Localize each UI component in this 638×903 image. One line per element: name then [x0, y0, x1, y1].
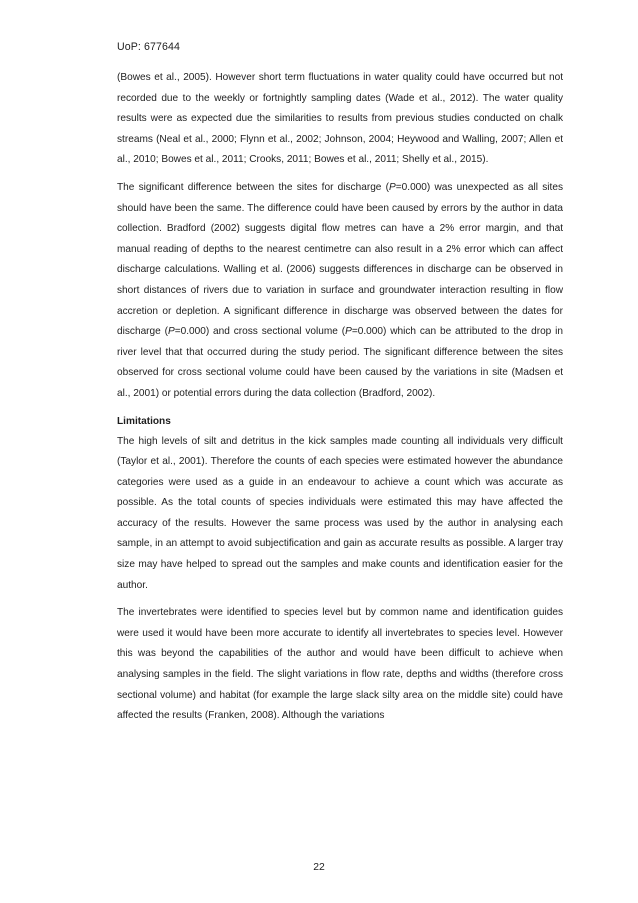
paragraph-limitations-identification: The invertebrates were identified to species level but by common name and identification guides were used it would have been more accurate to identify all invertebrates to species level. However this was beyond the capabilities of the author and would have been difficult to achieve when analysing samples in the field. The slight variations in flow rate, depths and widths (therefore cross sectional volume) and habitat (for example the large slack silty area on the middle site) could have affected the results (Franken, 2008). Although the variations: [117, 607, 563, 722]
discharge-text-4: =0.000) which can be attributed to the drop in river level that that occurred during the study period. The significant difference between the sites observed for cross sectional volume could have been caused by the variations in site (Madsen et al., 2001) or potential errors during the data collection (Bradford, 2002).: [117, 326, 563, 399]
paragraph-limitations-counting: The high levels of silt and detritus in the kick samples made counting all individuals very difficult (Taylor et al., 2001). Therefore the counts of each species were estimated however the abundance categories were used as a guide in an endeavour to achieve a count which was accurate as possible. As the total counts of species individuals were estimated this may have affected the accuracy of the results. However the same process was used by the author in analysing each sample, in an attempt to avoid subjectification and gain as accurate results as possible. A larger tray size may have helped to spread out the samples and make counts and identification easier for the author.: [117, 435, 563, 591]
p-value-symbol: P: [167, 326, 175, 338]
paragraph-water-quality: (Bowes et al., 2005). However short term fluctuations in water quality could have occurred but not recorded due to the weekly or fortnightly sampling dates (Wade et al., 2012). The water quality results were as expected due the similarities to results from previous studies conducted on chalk streams (Neal et al., 2000; Flynn et al., 2002; Johnson, 2004; Heywood and Walling, 2007; Allen et al., 2010; Bowes et al., 2011; Crooks, 2011; Bowes et al., 2011; Shelly et al., 2015).: [117, 72, 563, 166]
section-heading-limitations: Limitations: [117, 415, 171, 427]
paragraph-discharge: [117, 178, 563, 405]
page-number: 22: [313, 862, 325, 873]
p-value-symbol: P: [345, 326, 352, 338]
page-body: [117, 68, 563, 734]
discharge-text-3: =0.000) and cross sectional volume (: [174, 326, 346, 338]
discharge-text-2: =0.000) was unexpected as all sites should have been the same. The difference could have been caused by errors by the author in data collection. Bradford (2002) suggests digital flow metres can have a 2% error margin, and that manual reading of depths to the nearest centimetre can also result in a 2% error which can affect discharge calculations. Walling et al. (2006) suggests differences in discharge can be observed in short distances of rivers due to variation in surface and groundwater interaction resulting in flow accretion or depletion. A significant difference in discharge was observed between the dates for discharge (: [117, 181, 563, 338]
p-value-symbol: P: [389, 181, 396, 193]
page-header: UoP: 677644: [117, 41, 180, 53]
discharge-text-1: The significant difference between the sites for discharge (: [117, 181, 390, 193]
